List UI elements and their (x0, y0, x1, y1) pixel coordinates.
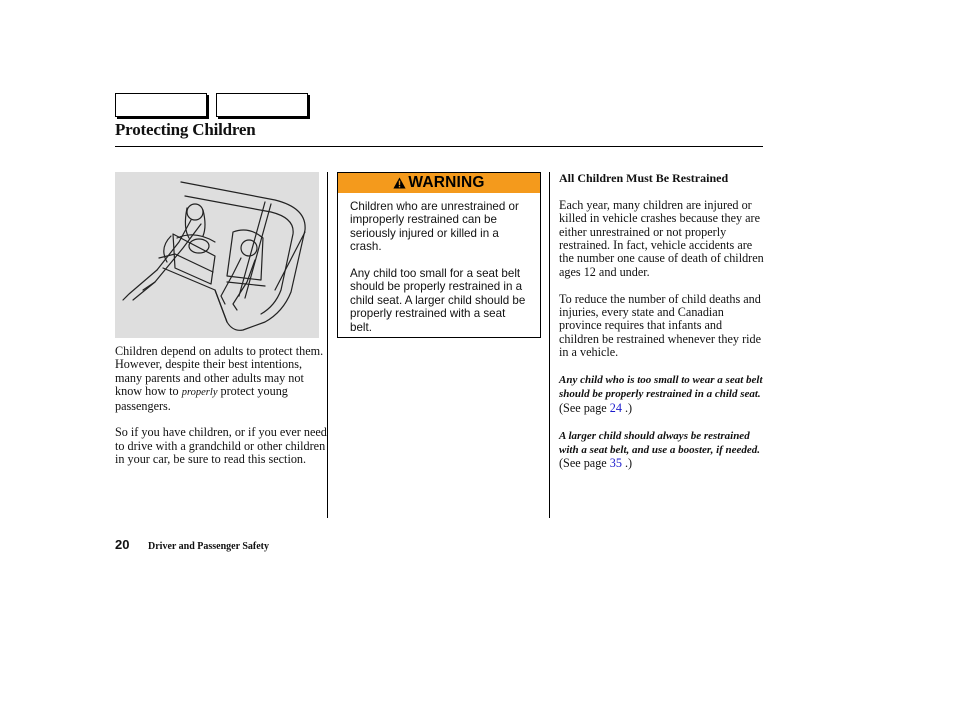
warning-paragraph-2: Any child too small for a seat belt should be properly restrained in a child seat. A larger child should be properly restrained with a seat belt. (350, 267, 526, 334)
warning-body (338, 193, 540, 334)
intro-text (115, 345, 327, 480)
warning-triangle-icon (393, 177, 406, 189)
restraint-text (559, 172, 765, 484)
restraint-paragraph-1: Each year, many children are injured or killed in vehicle crashes because they are either unrestrained or not properly restrained. In fact, vehicle accidents are the number one cause of death of children ages 12 and under. (559, 197, 764, 279)
restraint-paragraph-3: Any child who is too small to wear a seat belt should be properly restrained in a child seat. (See page 24 .) (559, 374, 763, 415)
page-24-link[interactable]: 24 (609, 400, 622, 415)
title-rule (115, 146, 763, 147)
intro-paragraph-2: So if you have children, or if you ever need to drive with a grandchild or other children in your car, be sure to read this section. (115, 425, 327, 467)
intro-paragraph-1: Children depend on adults to protect them. However, despite their best intentions, many parents and other adults may not know how to properly protect young passengers. (115, 344, 324, 413)
page-number: 20 (115, 537, 130, 552)
warning-label: WARNING (408, 174, 485, 191)
warning-box (337, 172, 541, 338)
page-35-link[interactable]: 35 (609, 456, 622, 471)
footer-section-label: Driver and Passenger Safety (148, 541, 270, 552)
emphasis-properly: properly (181, 387, 218, 399)
restraint-paragraph-2: To reduce the number of child deaths and injuries, every state and Canadian province requires that infants and children be restrained whenever they ride in a vehicle. (559, 291, 762, 360)
child-seat-drawing-icon (115, 172, 319, 338)
column-divider-2 (549, 172, 550, 518)
page-title: Protecting Children (115, 120, 256, 139)
warning-header (338, 173, 540, 193)
section-tab-2[interactable] (216, 93, 308, 117)
restraint-paragraph-4: A larger child should always be restrained with a seat belt, and use a booster, if needed. (See page 35 .) (559, 429, 761, 471)
warning-paragraph-1: Children who are unrestrained or improperly restrained can be seriously injured or killed in a crash. (350, 200, 519, 254)
child-seat-illustration (115, 172, 319, 338)
section-tab-1[interactable] (115, 93, 207, 117)
column-divider-1 (327, 172, 328, 518)
section-heading: All Children Must Be Restrained (559, 171, 729, 185)
